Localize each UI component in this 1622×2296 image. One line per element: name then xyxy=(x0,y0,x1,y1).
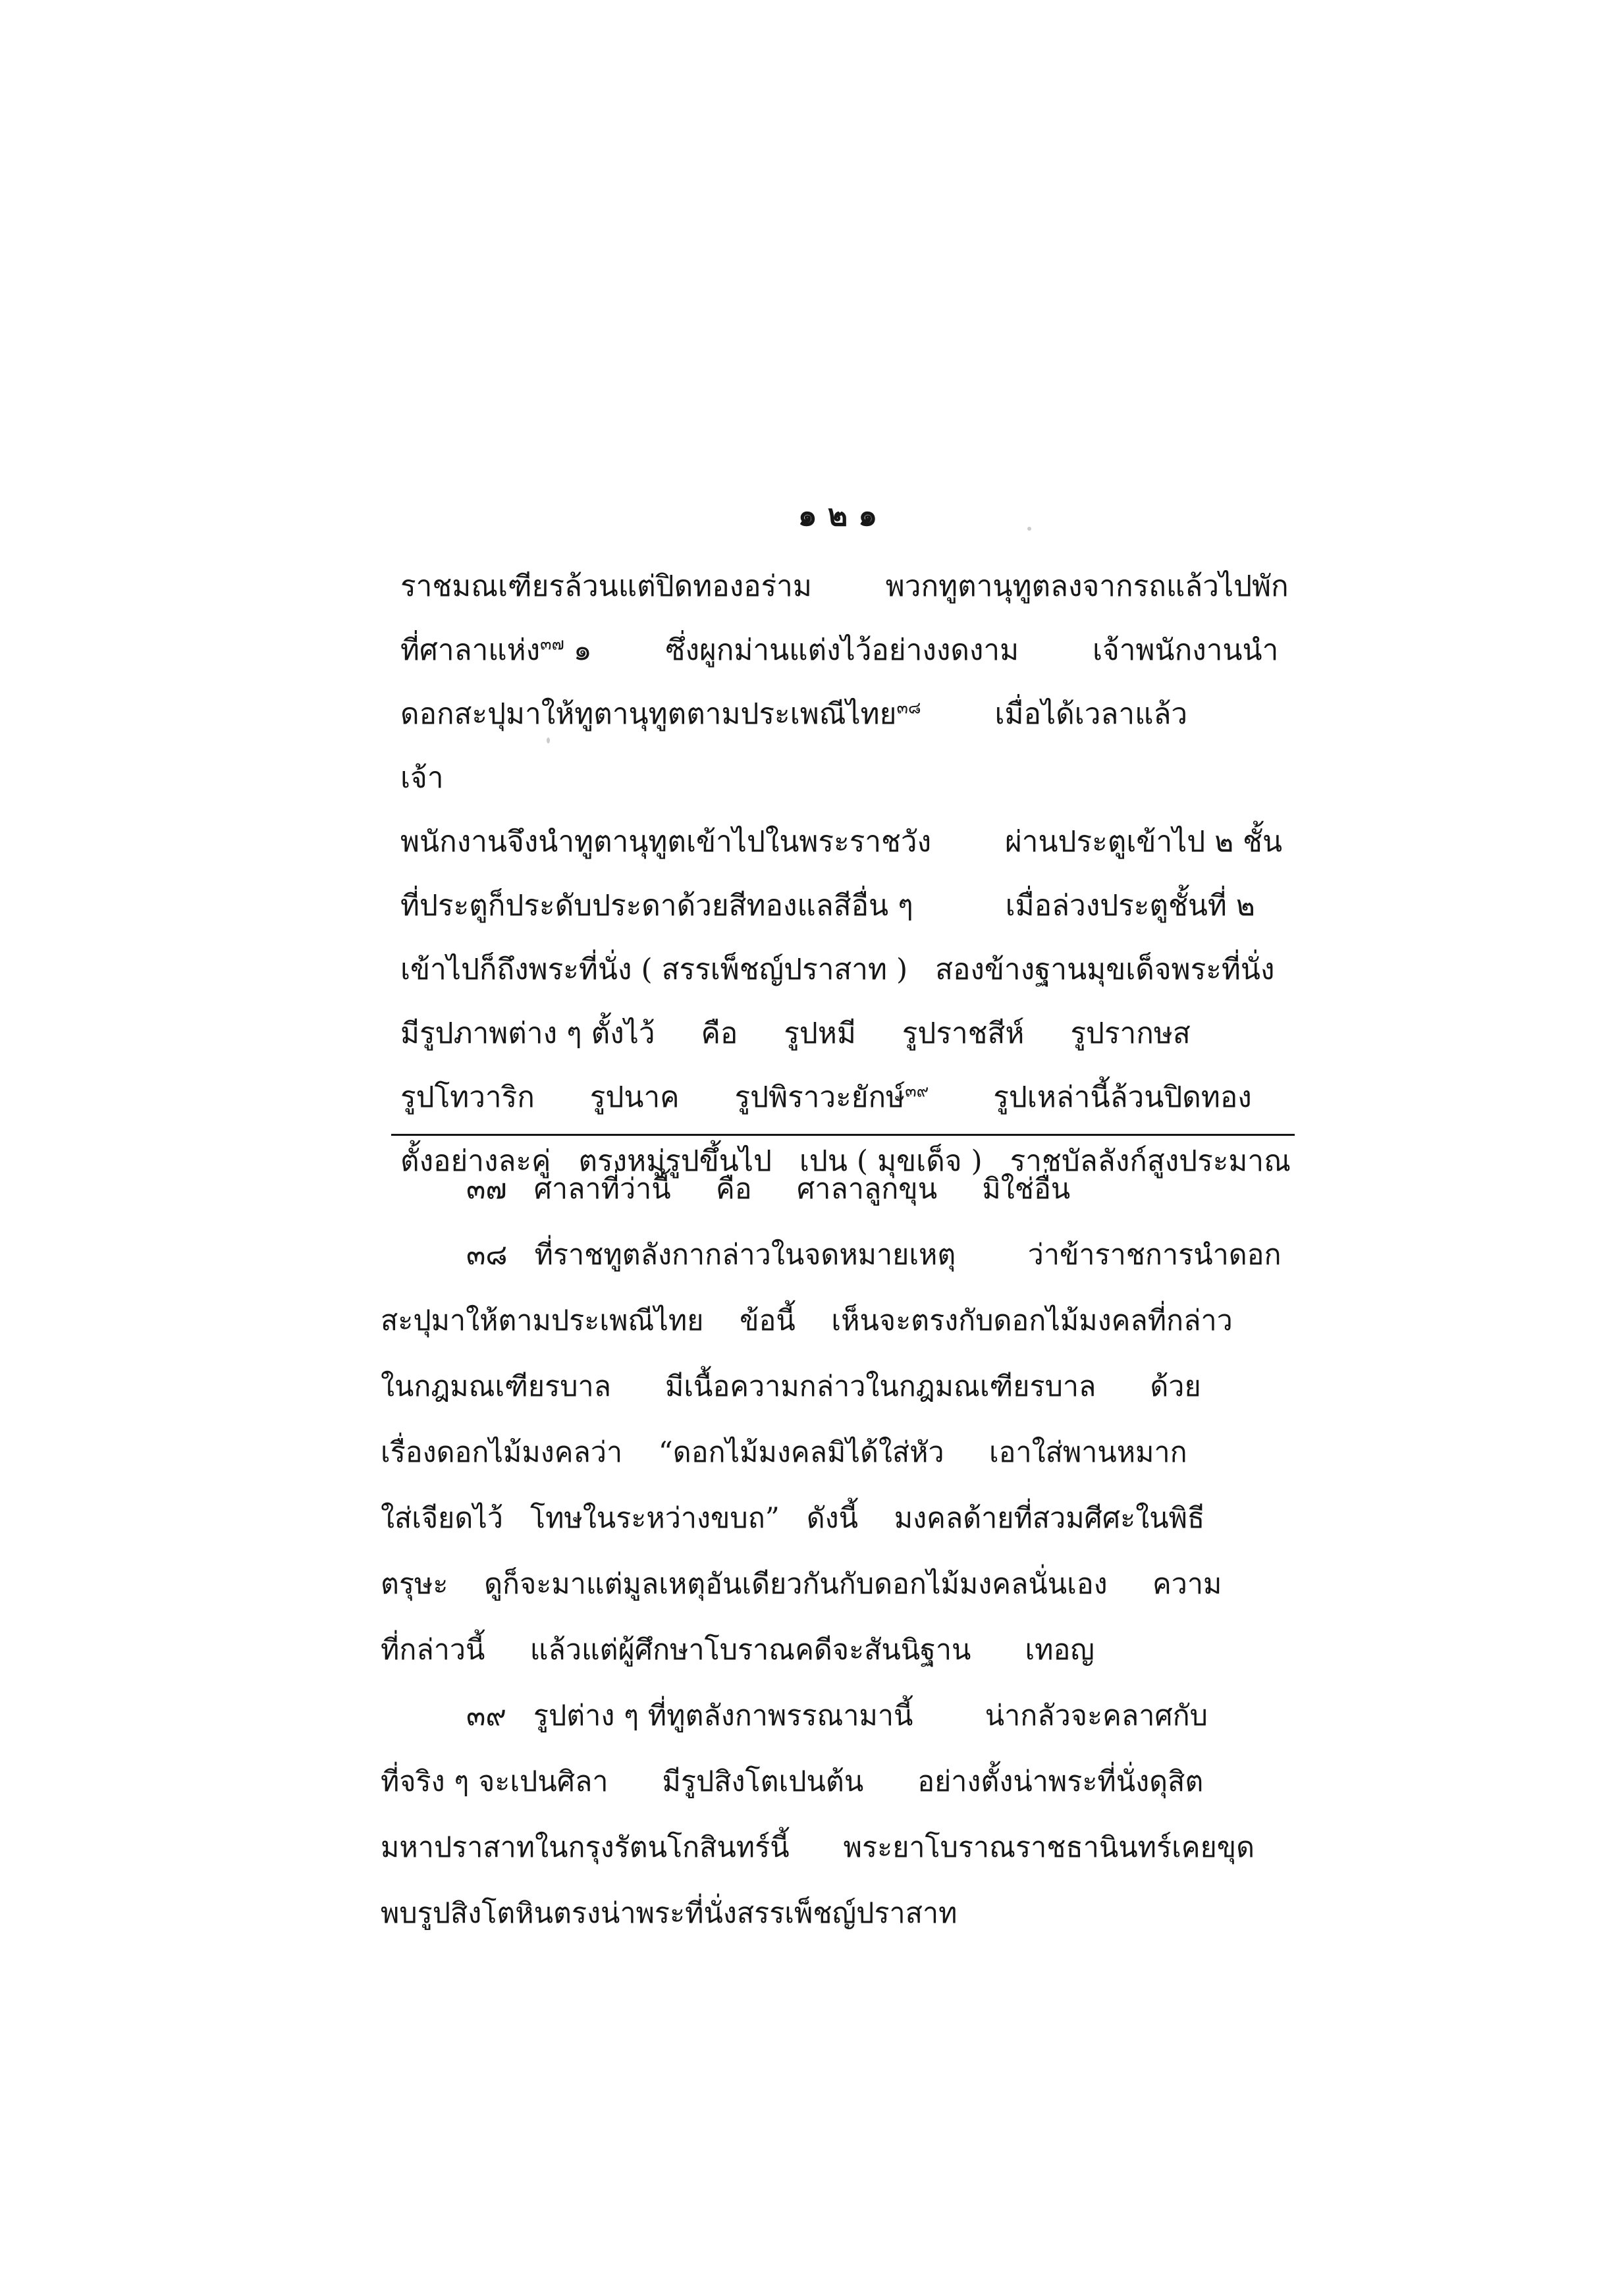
text-line: ดอกสะปุมาให้ทูตานุทูตตามประเพณีไทย$^{๓๘}$ เมื่อได้เวลาแล้ว เจ้า xyxy=(400,697,1262,795)
footnotes-section xyxy=(381,1156,1297,1946)
text-line: รูปโทวาริก รูปนาค รูปพิราวะยักษ์$^{๓๙}$ รูปเหล่านี้ล้วนปิดทอง xyxy=(400,1081,1252,1114)
scan-speck xyxy=(1027,527,1031,531)
text-line: ๓๙ รูปต่าง ๆ ที่ทูตลังกาพรรณามานี้ น่ากลัวจะคลาศกับ xyxy=(466,1699,1208,1732)
text-line: ตรุษะ ดูก็จะมาแต่มูลเหตุอันเดียวกันกับดอกไม้มงคลนั่นเอง ความ xyxy=(381,1568,1222,1601)
footnote-marker: ๓๗ xyxy=(540,634,564,654)
text-line: ที่กล่าวนี้ แล้วแต่ผู้ศึกษาโบราณคดีจะสันนิฐาน เทอญ xyxy=(381,1634,1095,1667)
text-line: ใส่เจียดไว้ โทษในระหว่างขบถ” ดังนี้ มงคลด้ายที่สวมศีศะในพิธี xyxy=(381,1502,1205,1535)
text-line: ที่ประตูก็ประดับประดาด้วยสีทองแลสีอื่น ๆ เมื่อล่วงประตูชั้นที่ ๒ xyxy=(400,889,1255,922)
footnote-marker: ๓๙ xyxy=(905,1081,929,1102)
text-line: เรื่องดอกไม้มงคลว่า “ดอกไม้มงคลมิได้ใส่หัว เอาใส่พานหมาก xyxy=(381,1436,1187,1469)
scan-speck xyxy=(547,737,550,743)
text-line: เข้าไปก็ถึงพระที่นั่ง ( สรรเพ็ชญ์ปราสาท ) สองข้างฐานมุขเด็จพระที่นั่ง xyxy=(400,953,1275,986)
footnote-marker: ๓๘ xyxy=(896,698,921,718)
body-paragraph xyxy=(400,554,1299,1193)
text-line: ตั้งอย่างละคู่ ตรงหมู่รูปขึ้นไป เปน ( มุขเด็จ ) ราชบัลลังก์สูงประมาณ xyxy=(400,1144,1291,1178)
text-line: ที่จริง ๆ จะเปนศิลา มีรูปสิงโตเปนต้น อย่างตั้งน่าพระที่นั่งดุสิต xyxy=(381,1765,1204,1798)
text-line: พนักงานจึงนำทูตานุทูตเข้าไปในพระราชวัง ผ่านประตูเข้าไป ๒ ชั้น xyxy=(400,825,1283,859)
footnote-separator xyxy=(391,1134,1295,1136)
text-line: ๓๘ ที่ราชทูตลังกากล่าวในจดหมายเหตุ ว่าข้าราชการนำดอก xyxy=(466,1239,1282,1271)
text-line: สะปุมาให้ตามประเพณีไทย ข้อนี้ เห็นจะตรงกับดอกไม้มงคลที่กล่าว xyxy=(381,1304,1233,1337)
text-line: ๓๗ ศาลาที่ว่านี้ คือ ศาลาลูกขุน มิใช่อื่น xyxy=(466,1173,1071,1206)
text-line: มหาปราสาทในกรุงรัตนโกสินทร์นี้ พระยาโบราณราชธานินทร์เคยขุด xyxy=(381,1831,1255,1864)
text-line: ราชมณเฑียรล้วนแต่ปิดทองอร่าม พวกทูตานุทูตลงจากรถแล้วไปพัก xyxy=(400,570,1289,603)
text-line: ที่ศาลาแห่ง$^{๓๗}$ ๑ ซึ่งผูกม่านแต่งไว้อย่างงดงาม เจ้าพนักงานนำ xyxy=(400,633,1279,667)
page-number: ๑๒๑ xyxy=(797,497,888,533)
text-line: พบรูปสิงโตหินตรงน่าพระที่นั่งสรรเพ็ชญ์ปราสาท xyxy=(381,1897,958,1930)
text-line: มีรูปภาพต่าง ๆ ตั้งไว้ คือ รูปหมี รูปราชสีห์ รูปรากษส xyxy=(400,1017,1191,1050)
text-line: ในกฎมณเฑียรบาล มีเนื้อความกล่าวในกฎมณเฑียรบาล ด้วย xyxy=(381,1370,1201,1403)
